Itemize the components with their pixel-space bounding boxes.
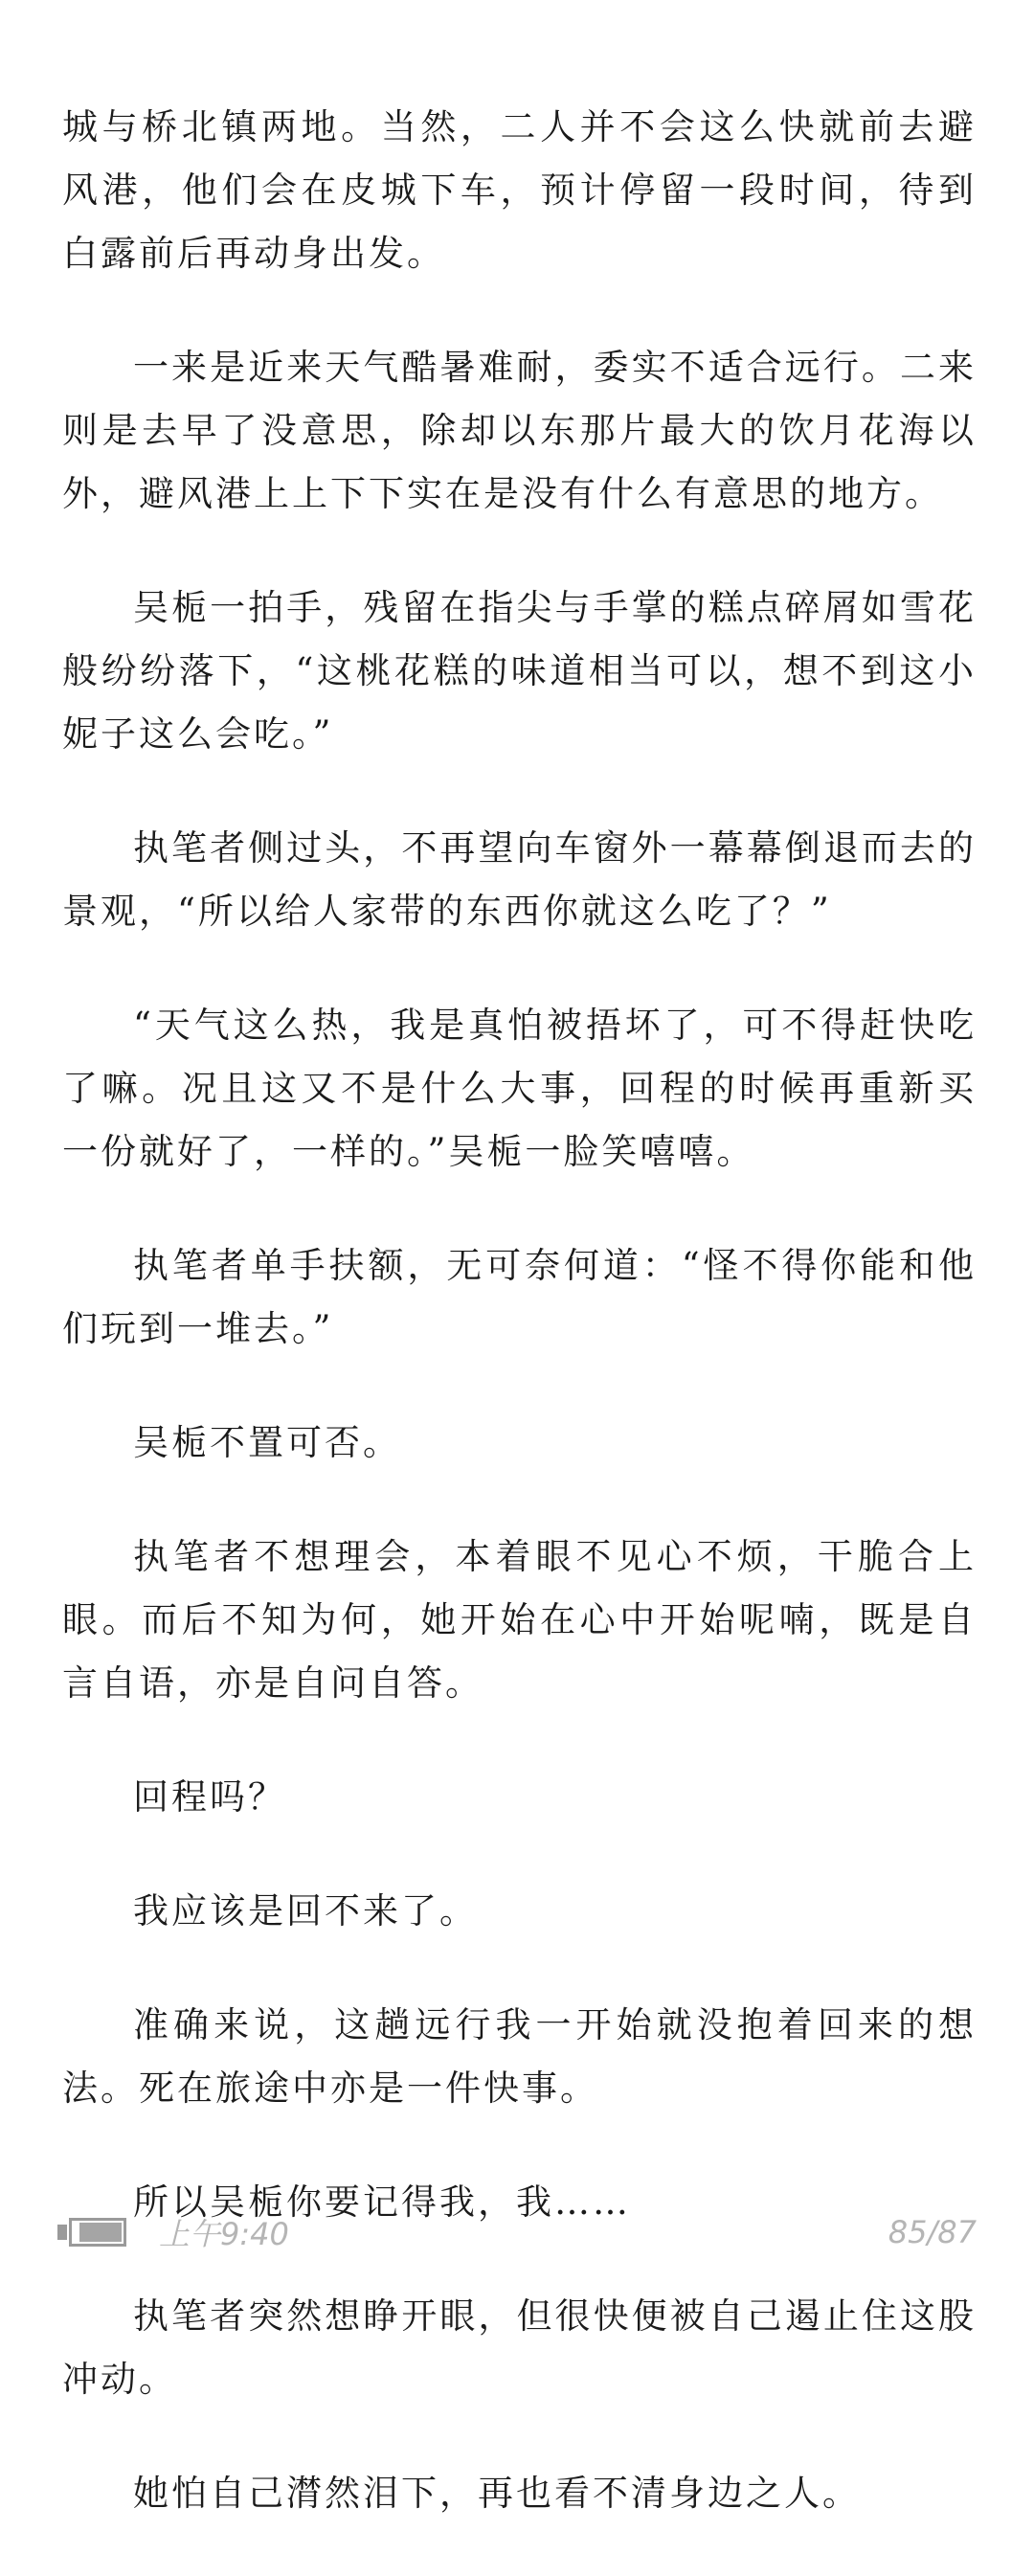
paragraph-6: 执笔者单手扶额，无可奈何道：“怪不得你能和他们玩到一堆去。”: [62, 1245, 977, 1349]
clock-time: 上午9:40: [159, 2216, 289, 2252]
paragraph-9: 回程吗？: [133, 1776, 286, 1818]
paragraph-11: 准确来说，这趟远行我一开始就没抱着回来的想法。死在旅途中亦是一件快事。: [62, 2004, 977, 2109]
paragraph-10: 我应该是回不来了。: [133, 1890, 478, 1932]
reading-content[interactable]: [62, 96, 977, 2576]
paragraph-12: 所以吴栀你要记得我，我……: [133, 2181, 631, 2223]
paragraph-14: 她怕自己潸然泪下，再也看不清身边之人。: [133, 2473, 861, 2514]
paragraph-5: “天气这么热，我是真怕被捂坏了，可不得赶快吃了嘛。况且这又不是什么大事，回程的时候再重新买一份就好了，一样的。”吴栀一脸笑嘻嘻。: [62, 1005, 977, 1172]
paragraph-2: 一来是近来天气酷暑难耐，委实不适合远行。二来则是去早了没意思，除却以东那片最大的饮月花海以外，避风港上上下下实在是没有什么有意思的地方。: [62, 347, 977, 514]
page-indicator: 85/87: [888, 2214, 977, 2250]
paragraph-3: 吴栀一拍手，残留在指尖与手掌的糕点碎屑如雪花般纷纷落下，“这桃花糕的味道相当可以，想不到这小妮子这么会吃。”: [62, 587, 977, 755]
paragraph-1: 城与桥北镇两地。当然，二人并不会这么快就前去避风港，他们会在皮城下车，预计停留一段时间，待到白露前后再动身出发。: [62, 106, 977, 274]
paragraph-4: 执笔者侧过头，不再望向车窗外一幕幕倒退而去的景观，“所以给人家带的东西你就这么吃了？”: [62, 827, 977, 932]
battery-icon: [57, 2218, 126, 2247]
paragraph-7: 吴栀不置可否。: [133, 1422, 401, 1463]
paragraph-8: 执笔者不想理会，本着眼不见心不烦，干脆合上眼。而后不知为何，她开始在心中开始呢喃，既是自言自语，亦是自问自答。: [62, 1536, 977, 1704]
reader-status-bar: [57, 2208, 977, 2256]
paragraph-13: 执笔者突然想睁开眼，但很快便被自己遏止住这股冲动。: [62, 2295, 977, 2400]
